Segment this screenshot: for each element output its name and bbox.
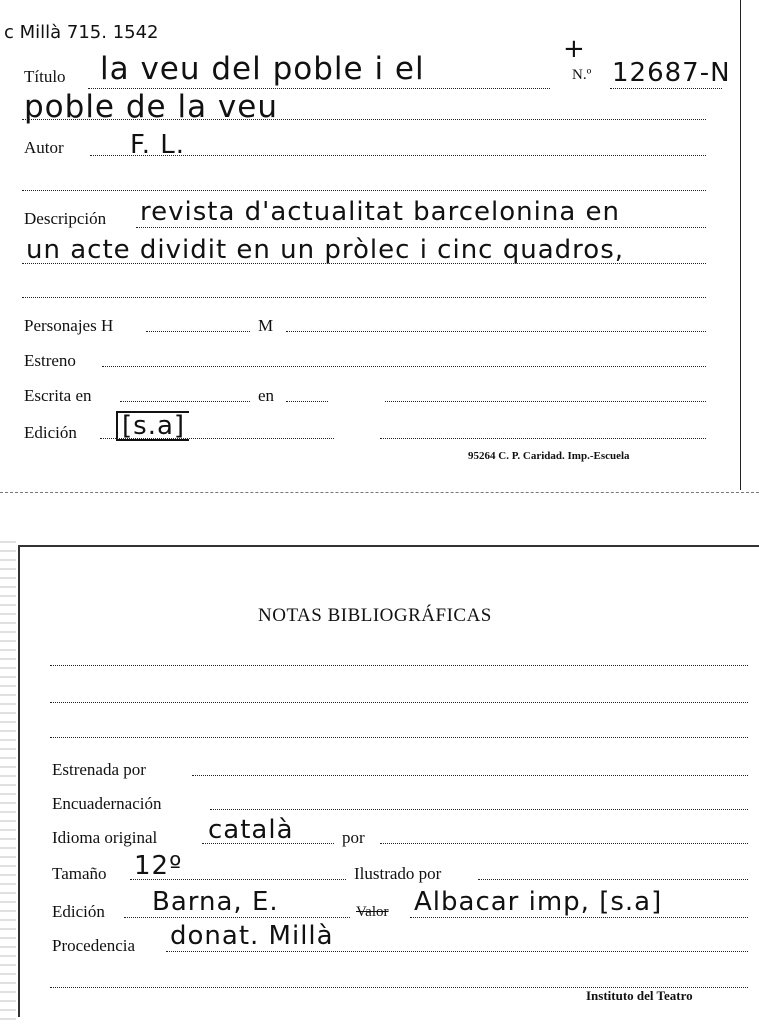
por-label: por (342, 828, 365, 847)
descripcion-line2: un acte dividit en un pròlec i cinc quadros, (26, 235, 624, 265)
m-label: M (258, 316, 274, 335)
titulo-line2: poble de la veu (24, 89, 278, 125)
edicion-label: Edición (24, 423, 77, 442)
edicion-line (100, 438, 334, 439)
descripcion-label: Descripción (24, 209, 107, 228)
estreno-line (102, 366, 706, 367)
personajes-label: Personajes H (24, 316, 114, 335)
idioma-line (202, 843, 334, 844)
valor-label: Valor (356, 904, 389, 920)
escrita-extra-line (385, 401, 706, 402)
estrenada-line (192, 775, 748, 776)
notas-line-1 (50, 665, 748, 666)
ilustrado-line (478, 879, 748, 880)
en-label: en (258, 386, 275, 405)
idioma-label: Idioma original (52, 828, 158, 847)
titulo-label: Título (24, 67, 66, 86)
blank-line-1 (22, 190, 706, 191)
autor-line (90, 155, 706, 156)
encuadernacion-label: Encuadernación (52, 794, 162, 813)
catalog-card-bottom (18, 545, 759, 1017)
valor-value: Albacar imp, [s.a] (414, 887, 663, 917)
edicion-extra-line (380, 438, 706, 439)
edicion-value: [s.a] (116, 411, 189, 441)
tamano-label: Tamaño (52, 864, 107, 883)
edicion-line-bottom (124, 917, 350, 918)
procedencia-value: donat. Millà (170, 921, 334, 951)
encuadernacion-line (210, 809, 748, 810)
edicion-label-bottom: Edición (52, 902, 105, 921)
header-note: c Millà 715. 1542 (4, 22, 159, 43)
tamano-line (130, 879, 346, 880)
edicion-value-bottom: Barna, E. (152, 887, 279, 917)
number-value: 12687-N (612, 58, 731, 88)
en-line (286, 401, 328, 402)
personajes-h-line (146, 331, 250, 332)
footer-institution: Instituto del Teatro (586, 988, 693, 1003)
escrita-line (120, 401, 250, 402)
notas-line-2 (50, 702, 748, 703)
descripcion-line (136, 227, 706, 228)
autor-label: Autor (24, 138, 64, 157)
imprint: 95264 C. P. Caridad. Imp.-Escuela (468, 450, 630, 462)
idioma-value: català (208, 815, 294, 845)
catalog-card-top (0, 0, 741, 490)
autor-value: F. L. (130, 130, 186, 160)
procedencia-label: Procedencia (52, 936, 136, 955)
escrita-label: Escrita en (24, 386, 92, 405)
number-line (610, 88, 722, 89)
por-line (380, 843, 748, 844)
titulo-line1: la veu del poble i el (100, 51, 425, 87)
scan-noise (0, 540, 16, 1020)
notas-heading: NOTAS BIBLIOGRÁFICAS (258, 605, 492, 626)
valor-line (410, 917, 748, 918)
descripcion-line1: revista d'actualitat barcelonina en (140, 197, 621, 227)
titulo-continuation-line (22, 119, 706, 120)
estreno-label: Estreno (24, 351, 76, 370)
ilustrado-label: Ilustrado por (354, 864, 442, 883)
cross-mark: + (563, 34, 586, 64)
notas-line-3 (50, 737, 748, 738)
personajes-m-line (286, 331, 706, 332)
tamano-value: 12º (134, 851, 183, 881)
card-separator (0, 492, 759, 493)
blank-line-2 (22, 297, 706, 298)
procedencia-line (166, 951, 748, 952)
descripcion-continuation-line (22, 263, 706, 264)
number-label: N.º (572, 67, 592, 83)
estrenada-label: Estrenada por (52, 760, 146, 779)
